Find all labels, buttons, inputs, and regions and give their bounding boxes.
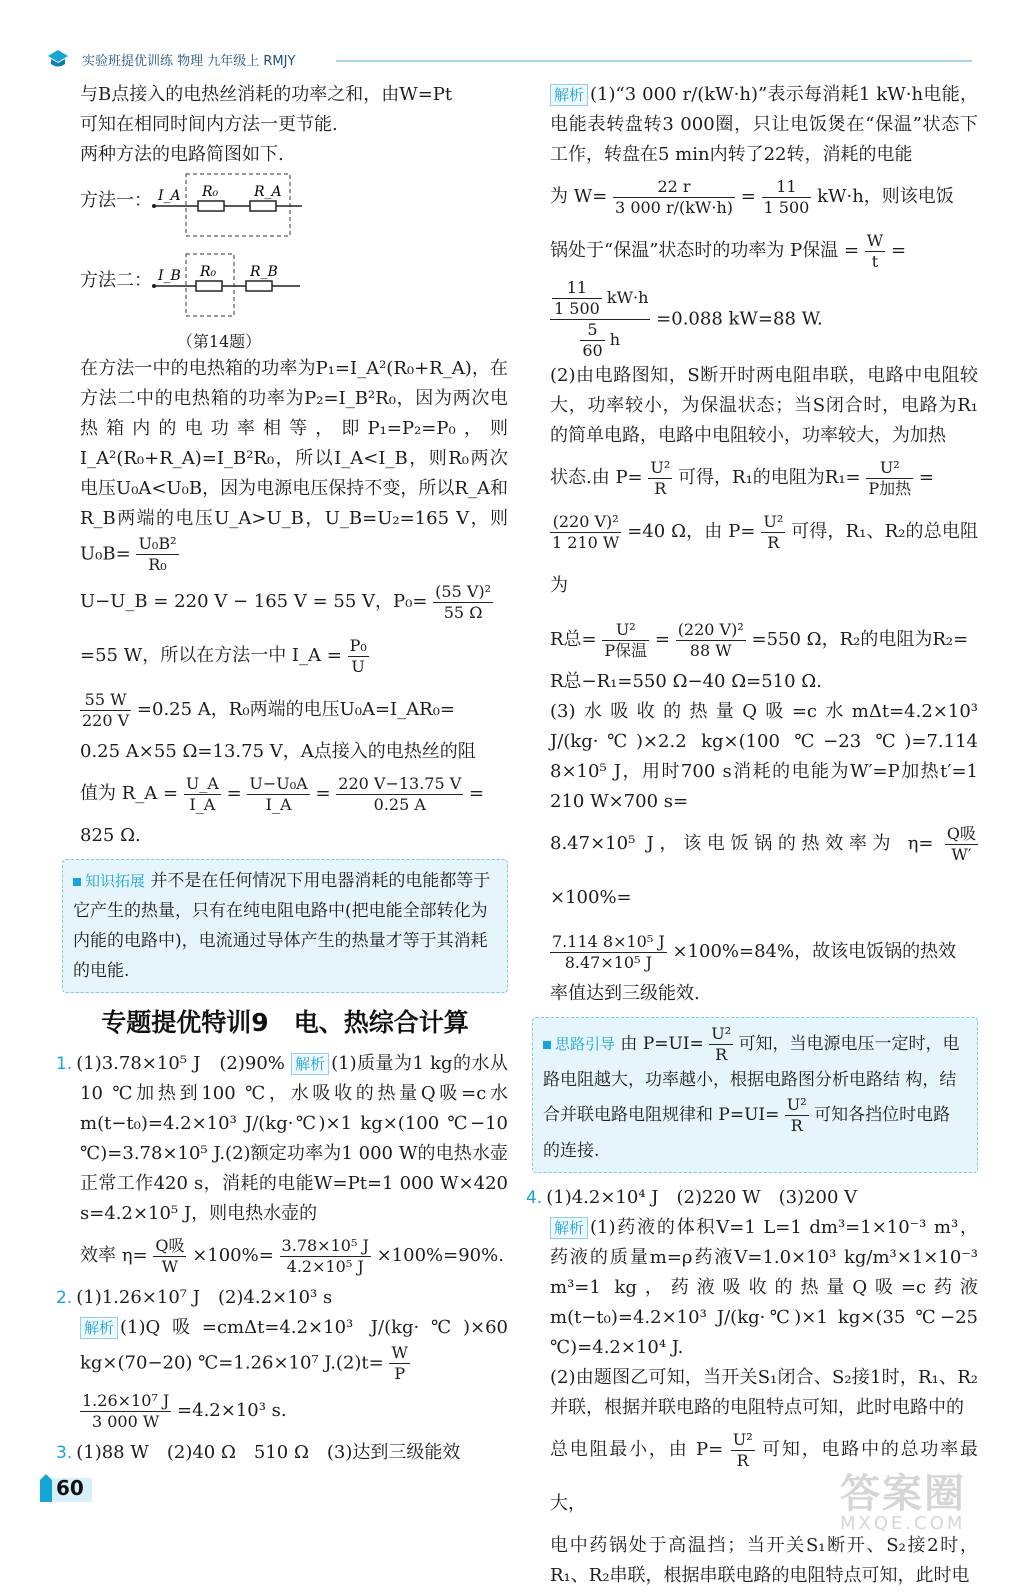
method-2-label: 方法二：	[80, 270, 152, 291]
current-label-a: I_A	[158, 188, 181, 204]
book-logo-icon	[46, 48, 70, 70]
question-4-part2: (2)由题图乙可知，当开关S₁闭合、S₂接1时，R₁、R₂并联，根据并联电路的电阻特点可知，此时电路中的	[550, 1367, 978, 1418]
question-1-efficiency: 效率 η= $\frac{\text{Q吸}}{W}$ ×100%= $\frac{\text{3.78×10⁵ J}}{\text{4.2×10⁵ J}}$ ×100%=90%.	[80, 1235, 504, 1276]
box-text: 并不是在任何情况下用电器消耗的电能都等于它产生的热量，只有在纯电阻电路中(把电能全部转化为内能的电路中)，电流通过导体产生的热量才等于其消耗的电能.	[73, 871, 491, 981]
q3-efficiency-result: $\frac{\text{7.114 8×10⁵ J}}{\text{8.47×10⁵ J}}$ ×100%=84%，故该电饭锅的热效	[552, 931, 957, 972]
current-label-b: I_B	[158, 268, 181, 284]
q3-r1-value: $\frac{\text{(220 V)²}}{1 210 W}$ =40 Ω，由 P= $\frac{\text{U²}}{R}$ 可得，R₁、R₂的总电阻为	[550, 511, 978, 596]
circuit-1-svg	[150, 170, 390, 250]
circuit-method-1	[80, 170, 508, 250]
q3-efficiency: 8.47×10⁵ J，该电饭锅的热效率为 η= $\frac{\text{Q吸}}{W'}$ ×100%=	[550, 823, 976, 908]
left-column	[56, 80, 508, 1468]
q3-energy: 为 W= $\frac{22 r}{3 000 r/(kW\cdot h)}$ = $\frac{11}{1 500}$ kW·h，则该电饭	[550, 176, 954, 217]
analysis-line: 0.25 A×55 Ω=13.75 V，A点接入的电热丝的阻	[80, 741, 476, 762]
knowledge-box	[62, 859, 508, 993]
question-2-solution: 解析 (1)Q吸=cmΔt=4.2×10³ J/(kg·℃)×60 kg×(70−20) ℃=1.26×10⁷ J.(2)t= $\frac{W}{P}$	[80, 1317, 508, 1383]
rb-label: R_B	[250, 264, 278, 280]
intro-line-1: 与B点接入的电热丝消耗的功率之和，由W=Pt	[80, 84, 453, 105]
box-label: 思路引导	[555, 1035, 616, 1053]
q3-power: 锅处于“保温”状态时的功率为 P保温 = $\frac{W}{t}$ =	[550, 230, 907, 271]
q3-power-result: $\frac{11}{1 500}$ kW·h $\frac{5}{60}$ h =0.088 kW=88 W.	[550, 278, 978, 361]
q3-r1: 状态.由 P= $\frac{\text{U²}}{R}$ 可得，R₁的电阻为R₁= $\frac{\text{U²}}{\text{P加热}}$ =	[550, 457, 934, 498]
question-1: 1. (1)3.78×10⁵ J (2)90% 解析 (1)质量为1 kg的水从10 ℃加热到100 ℃，水吸收的热量Q吸=c水m(t−t₀)=4.2×10³ J/(kg·℃)×1 kg×(100 ℃−10 ℃)=3.78×10⁵ J.(2)额定功率为1 000 W的电热水壶正常工作420 s，消耗的电能W=Pt=1 000 W×420 s=4.2×10⁵ J，则电热水壶的	[56, 1053, 508, 1224]
site-watermark: 答案圈 MXQE.COM	[840, 1471, 966, 1534]
analysis-line: $\frac{55 W}{220 V}$ =0.25 A，R₀两端的电压U₀A=I_AR₀=	[82, 689, 455, 730]
intro-line-2: 可知在相同时间内方法一更节能.	[80, 114, 338, 135]
r0-label-2: R₀	[200, 264, 217, 280]
circuit-2-svg	[150, 250, 390, 330]
question-4-power: 总电阻最小，由 P= $\frac{\text{U²}}{R}$ 可知，电路中的总功率最大，	[550, 1429, 978, 1514]
q3-total-r: R总= $\frac{\text{U²}}{\text{P保温}}$ = $\frac{\text{(220 V)²}}{88 W}$ =550 Ω，R₂的电阻为R₂=	[550, 619, 969, 660]
fraction: $\frac{\text{U₀B²}}{\text{R₀}}$	[138, 534, 177, 574]
q3-part3: (3)水吸收的热量Q吸=c水mΔt=4.2×10³ J/(kg·℃)×2.2 kg×(100 ℃−23 ℃)=7.114 8×10⁵ J，用时700 s消耗的电能为W′=P加热t′=1 210 W×700 s=	[550, 701, 978, 812]
book-title: 实验班提优训练 物理 九年级上 RMJY	[82, 54, 296, 69]
right-column	[526, 80, 978, 1591]
q3-conclusion: 率值达到三级能效.	[550, 983, 700, 1004]
header-rule	[336, 60, 972, 62]
thinking-guide-box: 思路引导 由 P=UI= $\frac{\text{U²}}{R}$ 可知，当电源电压一定时，电路电阻越大，功率越小，根据电路图分析电路结 构，结合并联电路电阻规律和 P=UI= $\frac{\text{U²}}{R}$ 可知各挡位时电路的连接.	[532, 1017, 978, 1173]
method-1-label: 方法一：	[80, 190, 152, 211]
page-header	[40, 44, 980, 74]
method-analysis: 在方法一中的电热箱的功率为P₁=I_A²(R₀+R_A)，在方法二中的电热箱的功率为P₂=I_B²R₀，因为两次电热箱内的电功率相等，即P₁=P₂=P₀，则I_A²(R₀+R_A)=I_B²R₀，所以I_A<I_B，则R₀两次电压U₀A<U₀B，因为电源电压保持不变，所以R_A和R_B两端的电压U_A>U_B，U_B=U₂=165 V，则U₀B= $\frac{\text{U₀B²}}{\text{R₀}}$	[80, 358, 508, 574]
page-number: 60	[40, 1474, 94, 1504]
question-4-part1: 解析 (1)药液的体积V=1 L=1 dm³=1×10⁻³ m³，药液的质量m=ρ药液V=1.0×10³ kg/m³×1×10⁻³ m³=1 kg，药液吸收的热量Q吸=c药液m(t−t₀)=4.2×10³ J/(kg·℃)×1 kg×(35 ℃−25 ℃)=4.2×10⁴ J.	[550, 1217, 978, 1358]
jiexi-tag: 解析	[80, 1317, 118, 1339]
r0-label: R₀	[202, 184, 219, 200]
q3-r2: R总−R₁=550 Ω−40 Ω=510 Ω.	[550, 671, 822, 692]
section-title: 专题提优特训9 电、热综合计算	[101, 1008, 469, 1037]
q3-part1: 解析 (1)“3 000 r/(kW·h)”表示每消耗1 kW·h电能，电能表转盘转3 000圈，只让电饭煲在“保温”状态下工作，转盘在5 min内转了22转，消耗的电能	[550, 84, 978, 165]
analysis-line: 825 Ω.	[80, 825, 141, 846]
question-2-result: $\frac{\text{1.26×10⁷ J}}{3 000 W}$ =4.2×10³ s.	[82, 1390, 287, 1431]
question-2: 2. (1)1.26×10⁷ J (2)4.2×10³ s	[56, 1287, 333, 1308]
jiexi-tag: 解析	[550, 84, 588, 106]
box-label: 知识拓展	[85, 872, 146, 890]
jiexi-tag: 解析	[291, 1053, 329, 1075]
circuit-method-2	[80, 250, 508, 330]
analysis-line: =55 W，所以在方法一中 I_A = $\frac{\text{P₀}}{U}$	[80, 635, 367, 676]
question-4-part3: 电中药锅处于高温挡；当开关S₁断开、S₂接2时，R₁、R₂串联，根据串联电路的电阻特点可知，此时电	[550, 1535, 978, 1586]
ra-label: R_A	[254, 184, 282, 200]
analysis-line: 值为 R_A = $\frac{U\_A}{I\_A}$ = $\frac{\text{U−U₀A}}{I\_A}$ = $\frac{220 V-13.75 V}{0.25 A}$ =	[80, 773, 485, 814]
analysis-line: U−U_B = 220 V − 165 V = 55 V，P₀= $\frac{\text{(55 V)²}}{55 \Omega}$	[80, 581, 492, 622]
q3-part2: (2)由电路图知，S断开时两电阻串联，电路中电阻较大，功率较小，为保温状态；当S闭合时，电路为R₁的简单电路，电路中电阻较小，功率较大，为加热	[550, 365, 978, 446]
box-bullet-icon	[543, 1041, 551, 1049]
box-bullet-icon	[73, 878, 81, 886]
question-3: 3. (1)88 W (2)40 Ω 510 Ω (3)达到三级能效	[56, 1442, 461, 1463]
intro-line-3: 两种方法的电路简图如下.	[80, 144, 284, 165]
jiexi-tag: 解析	[550, 1217, 588, 1239]
question-4: 4. (1)4.2×10⁴ J (2)220 W (3)200 V	[526, 1187, 858, 1208]
figure-caption: （第14题）	[176, 332, 262, 351]
